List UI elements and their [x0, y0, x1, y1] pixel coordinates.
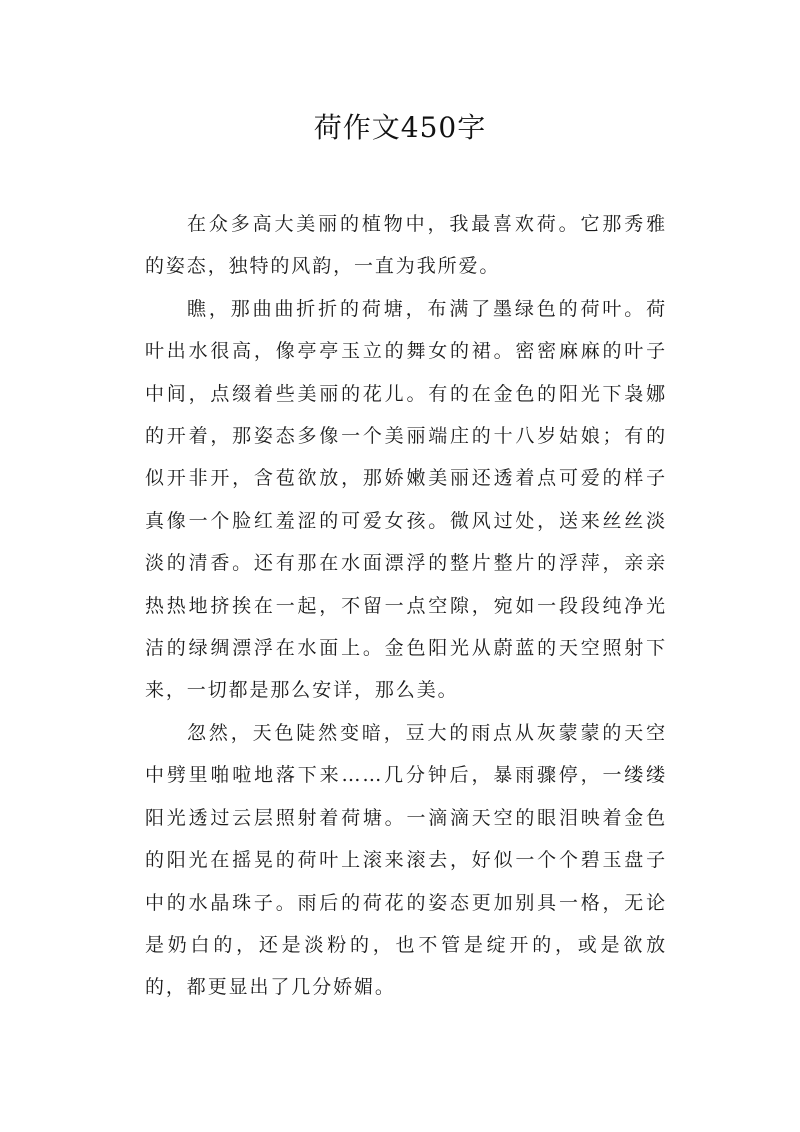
article-body: [145, 203, 667, 1009]
paragraph-3: 忽然，天色陡然变暗，豆大的雨点从灰蒙蒙的天空中劈里啪啦地落下来……几分钟后，暴雨骤停，一缕缕阳光透过云层照射着荷塘。一滴滴天空的眼泪映着金色的阳光在摇晃的荷叶上滚来滚去，好似一个个碧玉盘子中的水晶珠子。雨后的荷花的姿态更加别具一格，无论是奶白的，还是淡粉的，也不管是绽开的，或是欲放的，都更显出了几分娇媚。: [145, 721, 667, 999]
paragraph-2: 瞧，那曲曲折折的荷塘，布满了墨绿色的荷叶。荷叶出水很高，像亭亭玉立的舞女的裙。密密麻麻的叶子中间，点缀着些美丽的花儿。有的在金色的阳光下袅娜的开着，那姿态多像一个美丽端庄的十八岁姑娘；有的似开非开，含苞欲放，那娇嫩美丽还透着点可爱的样子真像一个脸红羞涩的可爱女孩。微风过处，送来丝丝淡淡的清香。还有那在水面漂浮的整片整片的浮萍，亲亲热热地挤挨在一起，不留一点空隙，宛如一段段纯净光洁的绿绸漂浮在水面上。金色阳光从蔚蓝的天空照射下来，一切都是那么安详，那么美。: [145, 297, 667, 702]
paragraph-1: 在众多高大美丽的植物中，我最喜欢荷。它那秀雅的姿态，独特的风韵，一直为我所爱。: [145, 213, 667, 278]
page-title: 荷作文450字: [313, 111, 487, 144]
